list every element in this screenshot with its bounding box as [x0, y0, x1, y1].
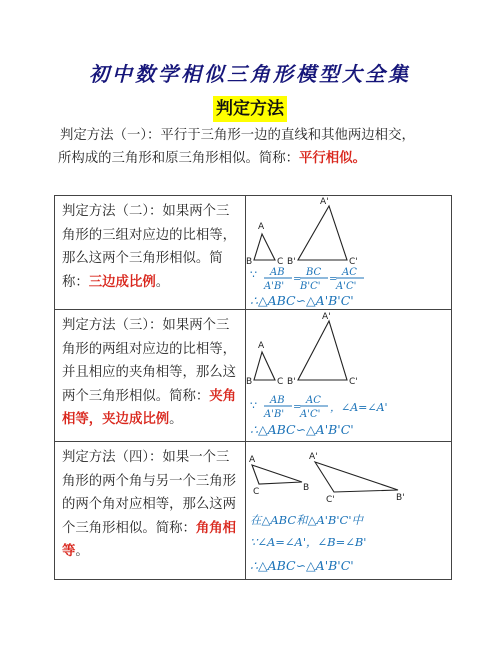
method-3-figure-cell — [245, 310, 451, 442]
method-3-text-cell — [55, 310, 246, 442]
label-b-prime: B' — [286, 257, 296, 267]
label-c: C — [276, 377, 283, 387]
triangle-abc — [252, 465, 302, 484]
triangle-abc — [254, 352, 275, 380]
angle-condition: ，∠A=∠A' — [329, 401, 388, 414]
label-a-prime: A' — [319, 197, 329, 207]
frac1-denominator: A'B' — [263, 409, 284, 420]
intro-line-1: 判定方法（一）：平行于三角形一边的直线和其他两边相交， — [60, 128, 415, 143]
method-2-figure — [246, 196, 453, 310]
method-4-given: 在△ABC和△A'B'C'中 — [249, 513, 363, 527]
frac1-numerator: AB — [269, 395, 285, 406]
method-4-description: 判定方法（四）：如果一个三角形的两个角与另一个三角形的两个角对应相等，那么这两个三角形相似。简称： — [62, 450, 237, 536]
label-a-prime: A' — [321, 312, 331, 322]
method-4-figure — [246, 442, 453, 580]
label-c: C — [276, 257, 283, 267]
method-2-text-cell — [55, 196, 246, 310]
triangle-a2b2c2 — [315, 462, 398, 492]
method-3-description: 判定方法（三）：如果两个三角形的两组对应边的比相等，并且相应的夹角相等，那么这两个三角形相似。简称： — [62, 318, 237, 404]
method-4-angle-conditions: ∵∠A=∠A'，∠B=∠B' — [249, 535, 367, 549]
triangle-a2b2c2 — [298, 321, 347, 380]
label-a: A — [248, 455, 255, 465]
method-4-short-name: 角角相等 — [62, 519, 237, 560]
methods-table — [54, 195, 452, 580]
label-b: B — [245, 377, 252, 387]
method-row-3 — [55, 310, 452, 442]
method-3-conclusion: ∴△ABC∽△A'B'C' — [249, 422, 354, 437]
section-label: 判定方法 — [213, 96, 287, 122]
frac2-numerator: BC — [305, 267, 321, 278]
method-row-2 — [55, 196, 452, 310]
label-b: B — [245, 257, 252, 267]
method-2-conclusion: ∴△ABC∽△A'B'C' — [249, 293, 354, 308]
method-2-short-name: 三边成比例 — [88, 273, 156, 290]
frac2-denominator: B'C' — [299, 281, 321, 292]
label-a: A — [257, 341, 264, 351]
page-title: 初中数学相似三角形模型大全集 — [89, 62, 411, 86]
eq-sign: = — [292, 402, 301, 413]
method-3-short-name: 夹角相等，夹边成比例 — [62, 387, 237, 428]
method-4-conclusion: ∴△ABC∽△A'B'C' — [249, 558, 354, 573]
label-a-prime: A' — [308, 452, 318, 462]
method-3-tail: 。 — [169, 412, 183, 428]
eq-sign-2: = — [328, 274, 337, 285]
frac2-denominator: A'C' — [299, 409, 320, 420]
intro-short-name: 平行相似。 — [299, 150, 366, 166]
frac1-denominator: A'B' — [263, 281, 284, 292]
because-symbol: ∵ — [249, 399, 257, 412]
label-b-prime: B' — [286, 377, 296, 387]
eq-sign-1: = — [292, 274, 301, 285]
label-b-prime: B' — [395, 493, 405, 503]
label-c-prime: C' — [325, 495, 335, 505]
method-2-tail: 。 — [155, 274, 170, 290]
method-4-tail: 。 — [75, 544, 89, 560]
intro-paragraph — [58, 124, 458, 170]
frac1-numerator: AB — [269, 267, 285, 278]
frac3-denominator: A'C' — [335, 281, 356, 292]
method-3-figure — [246, 310, 453, 442]
label-b: B — [302, 483, 309, 493]
method-4-figure-cell — [245, 442, 451, 580]
label-c: C — [252, 487, 259, 497]
intro-line-2: 所构成的三角形和原三角形相似。简称： — [58, 151, 300, 166]
label-c-prime: C' — [348, 377, 358, 387]
method-row-4 — [55, 442, 452, 580]
triangle-abc — [254, 234, 275, 260]
frac2-numerator: AC — [305, 395, 321, 406]
because-symbol: ∵ — [249, 268, 257, 281]
triangle-a2b2c2 — [298, 206, 347, 260]
method-4-text-cell — [55, 442, 246, 580]
method-2-description: 判定方法（二）：如果两个三角形的三组对应边的比相等，那么这两个三角形相似。简称： — [62, 204, 237, 290]
method-2-figure-cell — [245, 196, 451, 310]
label-c-prime: C' — [348, 257, 358, 267]
frac3-numerator: AC — [341, 267, 357, 278]
label-a: A — [257, 222, 264, 232]
